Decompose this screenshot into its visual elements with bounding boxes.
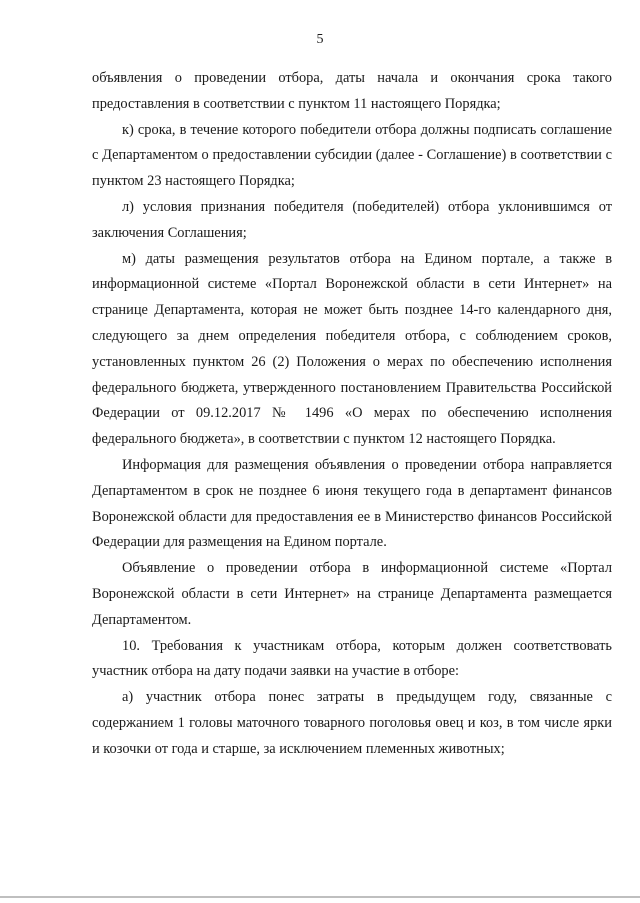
- paragraph-announcement: Объявление о проведении отбора в информационной системе «Портал Воронежской области в сети Интернет» на странице Департамента размещается Департаментом.: [92, 560, 612, 628]
- paragraph-information: Информация для размещения объявления о проведении отбора направляется Департаментом в срок не позднее 6 июня текущего года в департамент финансов Воронежской области для предоставления ее в Министерство финансов Российской Федерации для размещения на Едином портале.: [92, 456, 612, 551]
- paragraph-item-a: а) участник отбора понес затраты в предыдущем году, связанные с содержанием 1 головы маточного товарного поголовья овец и коз, в том числе ярки и козочки от года и старше, за исключением племенных животных;: [92, 689, 612, 757]
- paragraph-continuation: объявления о проведении отбора, даты начала и окончания срока такого предоставления в соответствии с пунктом 11 настоящего Порядка;: [92, 70, 612, 112]
- page-bottom-rule: [0, 896, 640, 898]
- page-number: 5: [316, 32, 324, 47]
- document-body: [92, 66, 612, 763]
- paragraph-item-k: к) срока, в течение которого победители отбора должны подписать соглашение с Департаментом о предоставлении субсидии (далее - Соглашение) в соответствии с пунктом 23 настоящего Порядка;: [92, 121, 612, 190]
- paragraph-item-l: л) условия признания победителя (победителей) отбора уклонившимся от заключения Соглашения;: [92, 198, 612, 241]
- paragraph-item-m: м) даты размещения результатов отбора на Едином портале, а также в информационной системе «Портал Воронежской области в сети Интернет» на странице Департамента, которая не может быть позднее 14-го календарного дня, следующего за днем определения победителя отбора, с соблюдением сроков, установленных пунктом 26 (2) Положения о мерах по обеспечению исполнения федерального бюджета, утвержденного постановлением Правительства Российской Федерации от 09.12.2017 № 1496 «О мерах по обеспечению исполнения федерального бюджета», в соответствии с пунктом 12 настоящего Порядка.: [92, 250, 612, 448]
- paragraph-section-10: 10. Требования к участникам отбора, которым должен соответствовать участник отбора на дату подачи заявки на участие в отборе:: [92, 637, 612, 680]
